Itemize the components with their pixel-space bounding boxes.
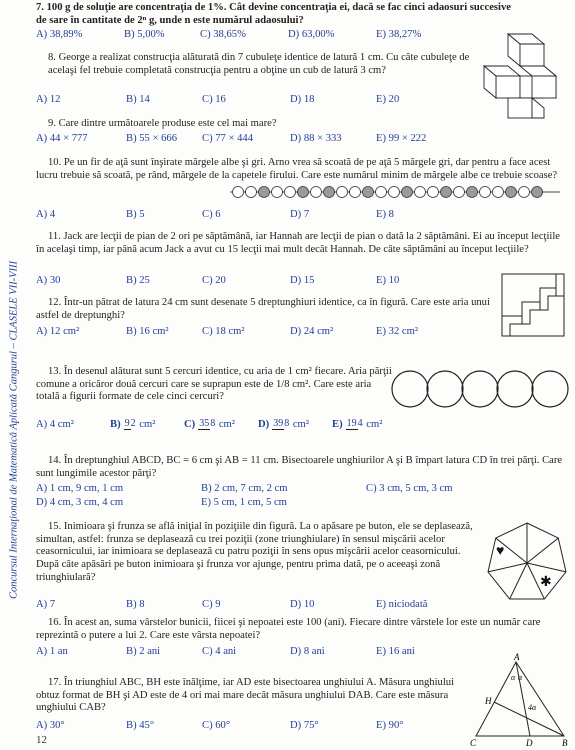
question-13	[36, 366, 396, 404]
q17-label-d: D	[526, 738, 533, 748]
q8-cube-figure	[478, 30, 570, 120]
q16-answer-d[interactable]: D) 8 ani	[290, 646, 325, 657]
q17-answer-b[interactable]: B) 45°	[126, 720, 155, 731]
q10-answer-b[interactable]: B) 5	[126, 209, 145, 220]
q13-frac-e-num: 19	[346, 418, 357, 430]
question-17	[36, 677, 460, 715]
zone-divider	[488, 563, 527, 572]
white-bead	[454, 187, 465, 198]
gray-bead	[441, 187, 452, 198]
q9-answer-e[interactable]: E) 99 × 222	[376, 133, 427, 144]
q9-answer-c[interactable]: C) 77 × 444	[202, 133, 253, 144]
q17-answer-c[interactable]: C) 60°	[202, 720, 231, 731]
q15-answer-c[interactable]: C) 9	[202, 599, 221, 610]
q10-answer-d[interactable]: D) 7	[290, 209, 310, 220]
q17-answer-e[interactable]: E) 90°	[376, 720, 404, 731]
q9-answer-d[interactable]: D) 88 × 333	[290, 133, 342, 144]
q15-text: 15. Inimioara şi frunza se află iniţial în poziţiile din figură. La o apăsare pe buton, ele se deplasează, simultan, astfel: frunza se deplasează cu trei poziţii (zone triunghiulare) în sensul mişcării acelor ceasornicului, iar inimioara se deplasează cu patru poziţii în sens opus mişcării acelor ceasornicului. După câte apăsări pe buton inimioara şi frunza vor ajunge, pentru prima dată, pe o aceeaşi zonă triunghiulară?	[36, 521, 473, 583]
q13-frac-d-den: 8	[284, 418, 290, 430]
q17-answer-d[interactable]: D) 75°	[290, 720, 319, 731]
zone-divider	[527, 563, 566, 572]
q15-answer-d[interactable]: D) 10	[290, 599, 315, 610]
question-15	[36, 521, 484, 585]
gray-bead	[402, 187, 413, 198]
q13-answer-c-label: C)	[184, 419, 196, 430]
q10-answer-e[interactable]: E) 8	[376, 209, 394, 220]
q17-label-4alpha: 4α	[528, 703, 537, 712]
white-bead	[428, 187, 439, 198]
q9-answers	[36, 133, 426, 146]
white-bead	[415, 187, 426, 198]
gray-bead	[363, 187, 374, 198]
q13-frac-c-num: 35	[199, 418, 210, 430]
gray-bead	[506, 187, 517, 198]
q13-frac-b-den: 2	[130, 418, 136, 430]
question-11	[36, 231, 568, 256]
q17-label-alpha-1: α	[511, 673, 516, 682]
q8-answer-a[interactable]: A) 12	[36, 94, 61, 105]
q16-answer-c[interactable]: C) 4 ani	[202, 646, 237, 657]
q7-answer-d[interactable]: D) 63,00%	[288, 29, 335, 41]
zone-divider	[527, 538, 558, 563]
q9-text: 9. Care dintre următoarele produse este cel mai mare?	[48, 118, 277, 129]
gray-bead	[298, 187, 309, 198]
q9-answer-b[interactable]: B) 55 × 666	[126, 133, 177, 144]
q15-answer-b[interactable]: B) 8	[126, 599, 145, 610]
q13-frac-b-num: 9	[124, 418, 130, 430]
q12-answer-c[interactable]: C) 18 cm²	[202, 326, 245, 337]
q8-answers	[36, 94, 399, 107]
question-16	[36, 617, 556, 642]
q8-answer-e[interactable]: E) 20	[376, 94, 400, 105]
gray-bead	[259, 187, 270, 198]
white-bead	[376, 187, 387, 198]
q13-answer-e[interactable]	[332, 419, 382, 432]
q14-answer-e[interactable]: E) 5 cm, 1 cm, 5 cm	[201, 496, 287, 508]
white-bead	[337, 187, 348, 198]
q9-answer-a[interactable]: A) 44 × 777	[36, 133, 88, 144]
zone-divider	[510, 563, 527, 599]
q13-frac-e-den: 4	[357, 418, 363, 430]
q17-text: 17. În triunghiul ABC, BH este înălţime, iar AD este bisectoarea unghiului A. Măsura unghiului obtuz format de BH şi AD este de 4 ori mai mare decât măsura unghiului DAB. Care este măsura unghiului CAB?	[36, 677, 455, 714]
leaf-icon: ✱	[540, 575, 552, 590]
q14-answer-c[interactable]: C) 3 cm, 5 cm, 3 cm	[366, 483, 453, 494]
q13-answer-a[interactable]: A) 4 cm²	[36, 419, 74, 430]
q7-answer-c[interactable]: C) 38,65%	[200, 29, 246, 41]
gray-bead	[324, 187, 335, 198]
q17-label-alpha-2: α	[518, 673, 523, 682]
q7-answer-e[interactable]: E) 38,27%	[376, 29, 422, 41]
q11-answers	[36, 275, 399, 288]
q14-answer-d[interactable]: D) 4 cm, 3 cm, 4 cm	[36, 496, 124, 508]
q10-answer-c[interactable]: C) 6	[202, 209, 221, 220]
white-bead	[233, 187, 244, 198]
q15-answer-e[interactable]: E) niciodată	[376, 599, 428, 610]
q8-answer-d[interactable]: D) 18	[290, 94, 315, 105]
heart-icon: ♥	[496, 544, 505, 559]
question-10	[36, 157, 566, 182]
q17-label-a: A	[514, 652, 520, 662]
q13-answer-b[interactable]	[110, 419, 184, 432]
q11-answer-a[interactable]: A) 30	[36, 275, 61, 286]
q11-answer-c[interactable]: C) 20	[202, 275, 226, 286]
q13-frac-d	[272, 419, 289, 430]
q13-answers	[36, 419, 382, 432]
question-8	[48, 52, 488, 77]
q13-unit-c: cm²	[218, 419, 235, 430]
white-bead	[493, 187, 504, 198]
white-bead	[480, 187, 491, 198]
q10-beads-figure	[230, 185, 560, 199]
q17-answers	[36, 720, 403, 733]
q13-answer-b-label: B)	[110, 419, 121, 430]
white-bead	[519, 187, 530, 198]
q8-answer-c[interactable]: C) 16	[202, 94, 226, 105]
q14-text: 14. În dreptunghiul ABCD, BC = 6 cm şi AB = 11 cm. Bisectoarele unghiurilor A şi B împart latura CD în trei părţi. Care sunt lungimile acestor părţi?	[36, 455, 563, 479]
q17-triangle-figure	[470, 652, 572, 748]
q7-line1: 7. 100 g de soluţie are concentraţia de 1%. Cât devine concentraţia ei, dacă se fac cinci adaosuri succesive	[36, 2, 511, 13]
q12-text: 12. Într-un pătrat de latura 24 cm sunt desenate 5 dreptunghiuri identice, ca în figură. Care este aria unui astfel de dreptunghi?	[36, 297, 490, 321]
question-14	[36, 455, 568, 480]
q13-unit-e: cm²	[366, 419, 383, 430]
q13-answer-d[interactable]	[258, 419, 332, 432]
q17-label-h: H	[485, 696, 492, 706]
q13-answer-d-label: D)	[258, 419, 270, 430]
gray-bead	[532, 187, 543, 198]
q8-answer-b[interactable]: B) 14	[126, 94, 150, 105]
question-9	[48, 118, 277, 131]
white-bead	[272, 187, 283, 198]
q17-answer-a[interactable]: A) 30°	[36, 720, 65, 731]
q16-text: 16. În acest an, suma vârstelor bunicii, fiicei şi nepoatei este 100 (ani). Fiecare dintre vârstele lor este un număr care reprezintă o putere a lui 2. Care este vârsta nepoatei?	[36, 617, 541, 641]
q7-line2: de sare în cantitate de 2ⁿ g, unde n este numărul adaosului?	[36, 14, 304, 26]
q16-answers	[36, 646, 415, 659]
q14-answer-a[interactable]: A) 1 cm, 9 cm, 1 cm	[36, 483, 124, 494]
q10-answer-a[interactable]: A) 4	[36, 209, 56, 220]
q13-circles-figure	[390, 368, 570, 410]
q7-answer-b[interactable]: B) 5,00%	[124, 29, 165, 41]
q11-text: 11. Jack are lecţii de pian de 2 ori pe săptămână, iar Hannah are lecţii de pian o dată la 2 săptămâni. Ei au început lecţiile în acelaşi timp, iar până acum Jack a avut cu 15 lecţii mai mult decât Hannah. De câte săptămâni au început lecţiile?	[36, 231, 561, 255]
q12-answer-b[interactable]: B) 16 cm²	[126, 326, 169, 337]
q13-frac-d-num: 39	[273, 418, 284, 430]
q11-answer-d[interactable]: D) 15	[290, 275, 315, 286]
q13-unit-d: cm²	[292, 419, 309, 430]
q12-answer-e[interactable]: E) 32 cm²	[376, 326, 419, 337]
q16-answer-e[interactable]: E) 16 ani	[376, 646, 415, 657]
q14-answers	[36, 483, 556, 509]
q11-answer-b[interactable]: B) 25	[126, 275, 150, 286]
q16-answer-a[interactable]: A) 1 an	[36, 646, 68, 657]
q12-answer-a[interactable]: A) 12 cm²	[36, 326, 80, 337]
q13-text: 13. În desenul alăturat sunt 5 cercuri identice, cu aria de 1 cm² fiecare. Aria părţii comune a oricăror două cercuri care se suprapun este de 1/8 cm². Care este aria totală a figurii formate de cele cinci cercuri?	[36, 366, 392, 403]
q13-answer-e-label: E)	[332, 419, 343, 430]
q8-text: 8. George a realizat construcţia alăturată din 7 cubuleţe identice de latură 1 cm. Cu câte cubuleţe de acelaşi fel trebuie completată construcţia pentru a obţine un cub de latură 3 cm?	[48, 52, 470, 76]
white-bead	[350, 187, 361, 198]
q13-frac-c	[198, 419, 215, 430]
q12-answer-d[interactable]: D) 24 cm²	[290, 326, 334, 337]
q13-unit-b: cm²	[139, 419, 156, 430]
q10-answers	[36, 209, 394, 222]
q17-label-b: B	[562, 738, 568, 748]
q12-answers	[36, 326, 418, 339]
q10-text: 10. Pe un fir de aţă sunt înşirate mărgele albe şi gri. Arno vrea să scoată de pe aţă 5 mărgele gri, dar pentru a face acest lucru trebuie să scoată, pe rând, mărgele de la capetele firului. Care este numărul minim de mărgele albe ce trebuie scoase?	[36, 157, 558, 181]
white-bead	[285, 187, 296, 198]
q13-answer-c[interactable]	[184, 419, 258, 432]
gray-bead	[467, 187, 478, 198]
q13-frac-b	[124, 419, 136, 430]
q16-answer-b[interactable]: B) 2 ani	[126, 646, 161, 657]
sidebar-vertical-title	[4, 170, 26, 690]
page-number: 12	[36, 734, 47, 746]
q17-label-c: C	[470, 738, 477, 748]
question-12	[36, 297, 496, 322]
white-bead	[246, 187, 257, 198]
q13-frac-e	[346, 419, 363, 430]
q15-polygon-figure	[484, 520, 570, 606]
q14-answer-b[interactable]: B) 2 cm, 7 cm, 2 cm	[201, 483, 288, 494]
q11-answer-e[interactable]: E) 10	[376, 275, 400, 286]
sidebar-text: Concursul Internaţional de Matematică Aplicată Cangurul – CLASELE VII-VIII	[8, 260, 20, 600]
q15-answers	[36, 599, 427, 612]
white-bead	[389, 187, 400, 198]
white-bead	[311, 187, 322, 198]
q7-answer-a[interactable]: A) 38,89%	[36, 29, 83, 41]
q15-answer-a[interactable]: A) 7	[36, 599, 56, 610]
q12-square-figure	[500, 272, 568, 338]
q13-frac-c-den: 8	[210, 418, 216, 430]
